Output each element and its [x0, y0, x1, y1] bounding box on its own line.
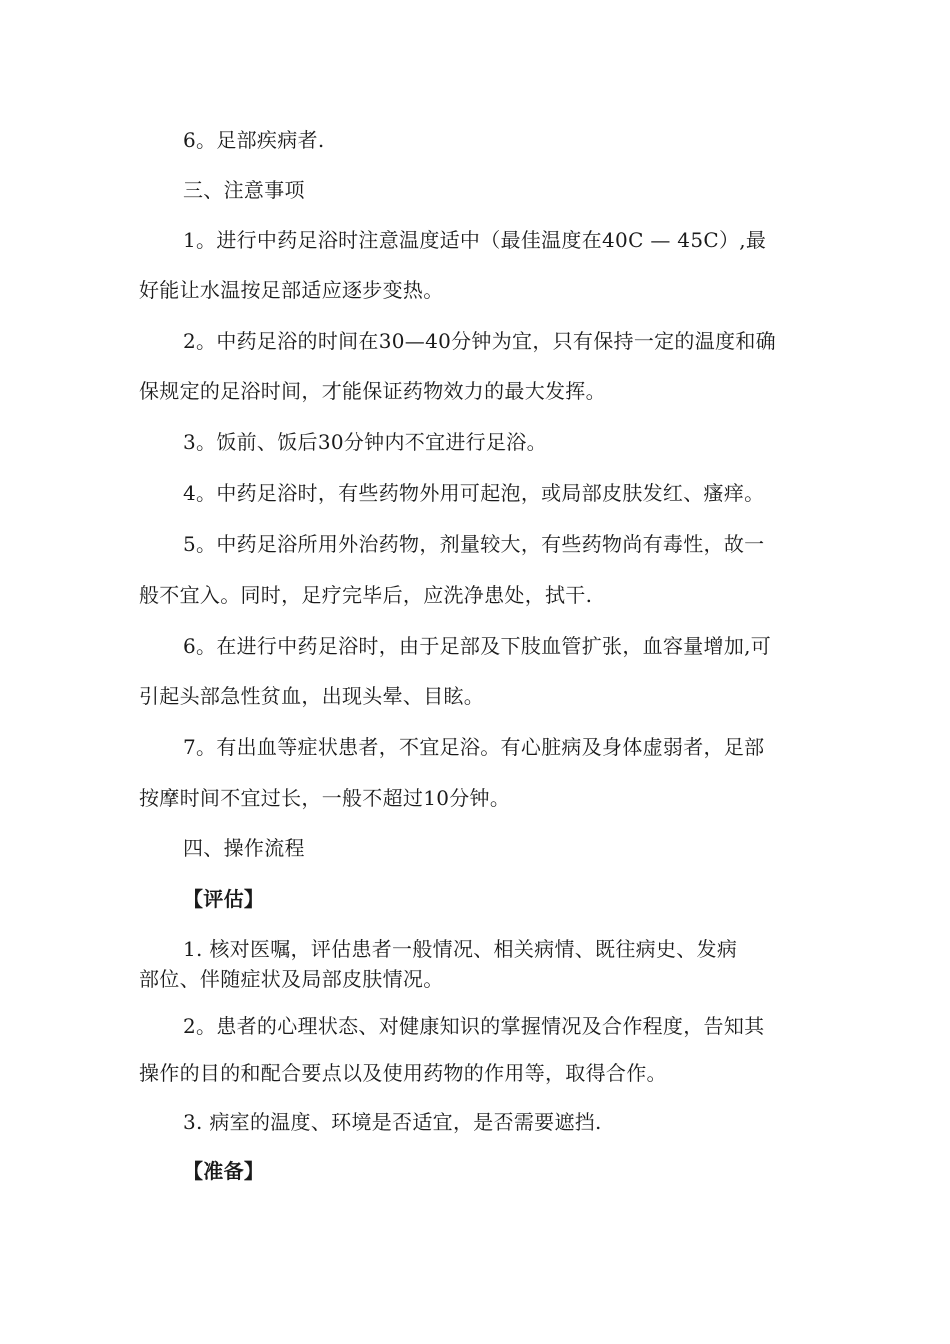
text-line: 3. 病室的温度、环境是否适宜，是否需要遮挡. — [183, 1110, 602, 1134]
text-line: 引起头部急性贫血，出现头晕、目眩。 — [139, 684, 485, 708]
text-line: 6。足部疾病者. — [183, 128, 325, 152]
section-heading: 四、操作流程 — [183, 836, 305, 860]
subsection-heading: 【准备】 — [183, 1159, 265, 1183]
text-line: 7。有出血等症状患者，不宜足浴。有心脏病及身体虚弱者，足部 — [183, 735, 765, 759]
text-line: 4。中药足浴时，有些药物外用可起泡，或局部皮肤发红、瘙痒。 — [183, 481, 765, 505]
subsection-heading: 【评估】 — [183, 887, 265, 911]
text-line: 2。中药足浴的时间在30—40分钟为宜，只有保持一定的温度和确 — [183, 329, 776, 353]
section-heading: 三、注意事项 — [183, 178, 305, 202]
text-line: 6。在进行中药足浴时，由于足部及下肢血管扩张，血容量增加,可 — [183, 634, 772, 658]
text-line: 1。进行中药足浴时注意温度适中（最佳温度在40C — 45C）,最 — [183, 228, 767, 252]
text-line: 3。饭前、饭后30分钟内不宜进行足浴。 — [183, 430, 547, 454]
text-line: 按摩时间不宜过长，一般不超过10分钟。 — [139, 786, 511, 810]
text-line: 5。中药足浴所用外治药物，剂量较大，有些药物尚有毒性，故一 — [183, 532, 765, 556]
text-line: 般不宜入。同时，足疗完毕后，应洗净患处，拭干. — [139, 583, 593, 607]
text-line: 保规定的足浴时间，才能保证药物效力的最大发挥。 — [139, 379, 606, 403]
text-line: 1. 核对医嘱，评估患者一般情况、相关病情、既往病史、发病 — [183, 937, 738, 961]
text-line: 部位、伴随症状及局部皮肤情况。 — [139, 967, 444, 991]
text-line: 操作的目的和配合要点以及使用药物的作用等，取得合作。 — [139, 1061, 667, 1085]
text-line: 好能让水温按足部适应逐步变热。 — [139, 278, 444, 302]
text-line: 2。患者的心理状态、对健康知识的掌握情况及合作程度，告知其 — [183, 1014, 765, 1038]
